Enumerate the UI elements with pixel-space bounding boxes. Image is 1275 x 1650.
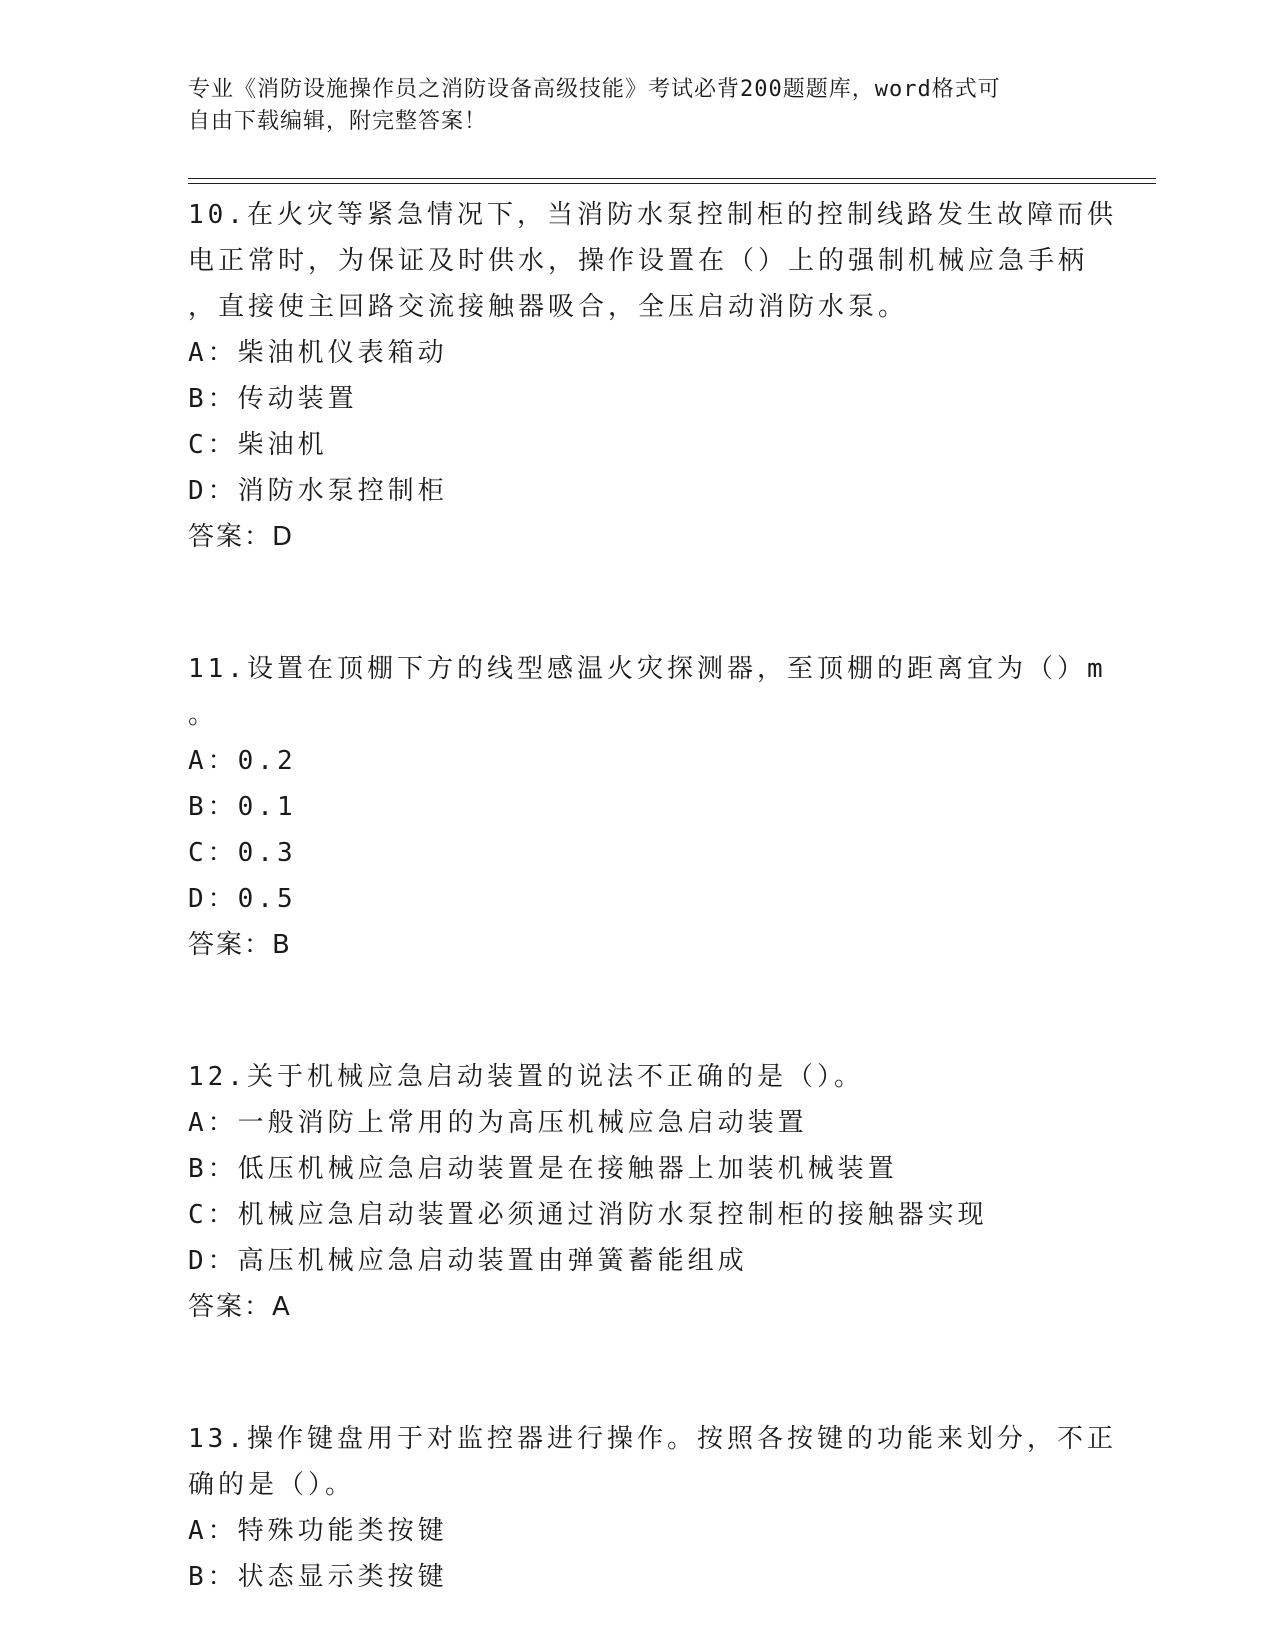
question-text-line: ，直接使主回路交流接触器吸合，全压启动消防水泵。 — [188, 292, 909, 322]
question-12 — [188, 1054, 1088, 1330]
question-spacer — [188, 968, 1088, 1054]
option-b: B：状态显示类按键 — [188, 1562, 448, 1592]
question-list — [188, 192, 1117, 1600]
option-a: A：一般消防上常用的为高压机械应急启动装置 — [188, 1108, 808, 1138]
header-divider-bottom — [188, 183, 1156, 184]
option-c: C：机械应急启动装置必须通过消防水泵控制柜的接触器实现 — [188, 1200, 988, 1230]
option-a: A：特殊功能类按键 — [188, 1516, 448, 1546]
question-text-line: 12.关于机械应急启动装置的说法不正确的是（）。 — [188, 1062, 864, 1092]
question-spacer — [188, 560, 1088, 646]
option-a: A：柴油机仪表箱动 — [188, 338, 448, 368]
header-line-2: 自由下载编辑，附完整答案！ — [188, 109, 488, 134]
question-text-line: 电正常时，为保证及时供水，操作设置在（）上的强制机械应急手柄 — [188, 246, 1089, 276]
option-a: A：0.2 — [188, 746, 297, 776]
option-b: B：低压机械应急启动装置是在接触器上加装机械装置 — [188, 1154, 898, 1184]
answer: 答案：B — [188, 930, 292, 960]
option-d: D：消防水泵控制柜 — [188, 476, 448, 506]
option-b: B：传动装置 — [188, 384, 358, 414]
option-c: C：0.3 — [188, 838, 297, 868]
question-text-line: 。 — [188, 700, 219, 730]
header-divider-top — [188, 178, 1156, 179]
header-line-1: 专业《消防设施操作员之消防设备高级技能》考试必背200题题库，word格式可 — [188, 77, 1001, 102]
question-text-line: 确的是（）。 — [188, 1470, 356, 1500]
question-13 — [188, 1416, 1117, 1600]
option-b: B：0.1 — [188, 792, 297, 822]
question-text-line: 13.操作键盘用于对监控器进行操作。按照各按键的功能来划分，不正 — [188, 1424, 1117, 1454]
question-text-line: 11.设置在顶棚下方的线型感温火灾探测器，至顶棚的距离宜为（）m — [188, 654, 1107, 684]
document-header — [188, 74, 1068, 138]
question-text-line: 10.在火灾等紧急情况下，当消防水泵控制柜的控制线路发生故障而供 — [188, 200, 1117, 230]
answer: 答案：A — [188, 1292, 292, 1322]
option-d: D：0.5 — [188, 884, 297, 914]
option-c: C：柴油机 — [188, 430, 328, 460]
answer: 答案：D — [188, 522, 295, 552]
question-spacer — [188, 1330, 1088, 1416]
option-d: D：高压机械应急启动装置由弹簧蓄能组成 — [188, 1246, 748, 1276]
question-11 — [188, 646, 1107, 968]
question-10 — [188, 192, 1117, 560]
